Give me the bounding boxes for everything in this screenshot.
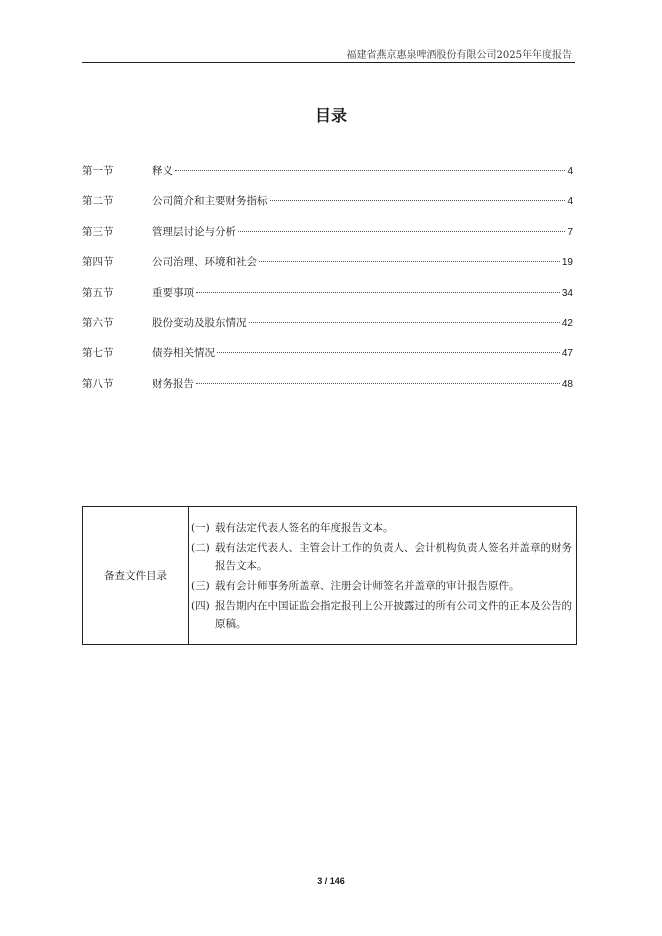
toc-section-number: 第八节 [82, 377, 114, 390]
toc-title: 目录 [314, 106, 347, 125]
toc-leader-dots [249, 322, 560, 323]
toc-entry[interactable] [82, 285, 573, 315]
toc-leader-dots [217, 352, 560, 353]
reference-documents-label: 备查文件目录 [83, 507, 189, 645]
toc-entry[interactable] [82, 376, 573, 406]
toc-entry[interactable] [82, 163, 573, 193]
reference-document-item [191, 519, 574, 537]
table-of-contents [82, 163, 573, 406]
toc-section-number: 第二节 [82, 195, 114, 208]
page-header: 福建省燕京惠泉啤酒股份有限公司2025年年度报告 [346, 50, 572, 61]
toc-section-title: 管理层讨论与分析 [152, 225, 236, 238]
toc-entry[interactable] [82, 315, 573, 345]
reference-item-number: (三) [191, 579, 210, 592]
toc-leader-dots [238, 231, 565, 232]
reference-documents-list [189, 507, 577, 645]
toc-page-number: 4 [567, 166, 573, 177]
toc-leader-dots [196, 292, 560, 293]
toc-section-number: 第五节 [82, 286, 114, 299]
reference-document-item [191, 577, 574, 595]
reference-item-number: (二) [191, 541, 210, 554]
toc-leader-dots [175, 170, 565, 171]
toc-section-title: 股份变动及股东情况 [152, 316, 247, 329]
toc-entry[interactable] [82, 224, 573, 254]
toc-entry[interactable] [82, 193, 573, 223]
toc-section-title: 公司简介和主要财务指标 [152, 195, 268, 208]
toc-leader-dots [196, 383, 560, 384]
toc-leader-dots [259, 261, 560, 262]
toc-section-number: 第七节 [82, 347, 114, 360]
toc-section-title: 重要事项 [152, 286, 194, 299]
reference-item-text: 载有法定代表人签名的年度报告文本。 [215, 521, 394, 534]
reference-document-item [191, 539, 574, 575]
toc-section-title: 财务报告 [152, 377, 194, 390]
toc-leader-dots [270, 200, 566, 201]
reference-documents-table [82, 506, 577, 645]
page-number-footer: 3 / 146 [317, 876, 345, 886]
toc-section-number: 第三节 [82, 225, 114, 238]
reference-item-text: 报告期内在中国证监会指定报刊上公开披露过的所有公司文件的正本及公告的原稿。 [215, 599, 572, 630]
toc-page-number: 48 [561, 378, 573, 390]
reference-document-item [191, 597, 574, 633]
toc-page-number: 42 [561, 317, 573, 329]
toc-page-number: 34 [561, 287, 573, 299]
reference-item-number: (一) [191, 521, 210, 534]
toc-page-number: 19 [561, 257, 573, 269]
reference-item-text: 载有法定代表人、主管会计工作的负责人、会计机构负责人签名并盖章的财务报告文本。 [215, 541, 572, 572]
reference-item-number: (四) [191, 599, 210, 612]
toc-section-title: 公司治理、环境和社会 [152, 256, 257, 269]
toc-page-number: 47 [561, 348, 573, 360]
header-divider [82, 62, 575, 63]
toc-section-number: 第四节 [82, 256, 114, 269]
toc-page-number: 4 [567, 196, 573, 208]
toc-section-number: 第一节 [82, 165, 114, 177]
toc-section-title: 债券相关情况 [152, 347, 215, 360]
reference-item-text: 载有会计师事务所盖章、注册会计师签名并盖章的审计报告原件。 [215, 579, 520, 592]
toc-section-title: 释义 [152, 165, 173, 177]
toc-entry[interactable] [82, 345, 573, 375]
toc-section-number: 第六节 [82, 316, 114, 329]
toc-page-number: 7 [567, 226, 573, 238]
toc-entry[interactable] [82, 254, 573, 284]
